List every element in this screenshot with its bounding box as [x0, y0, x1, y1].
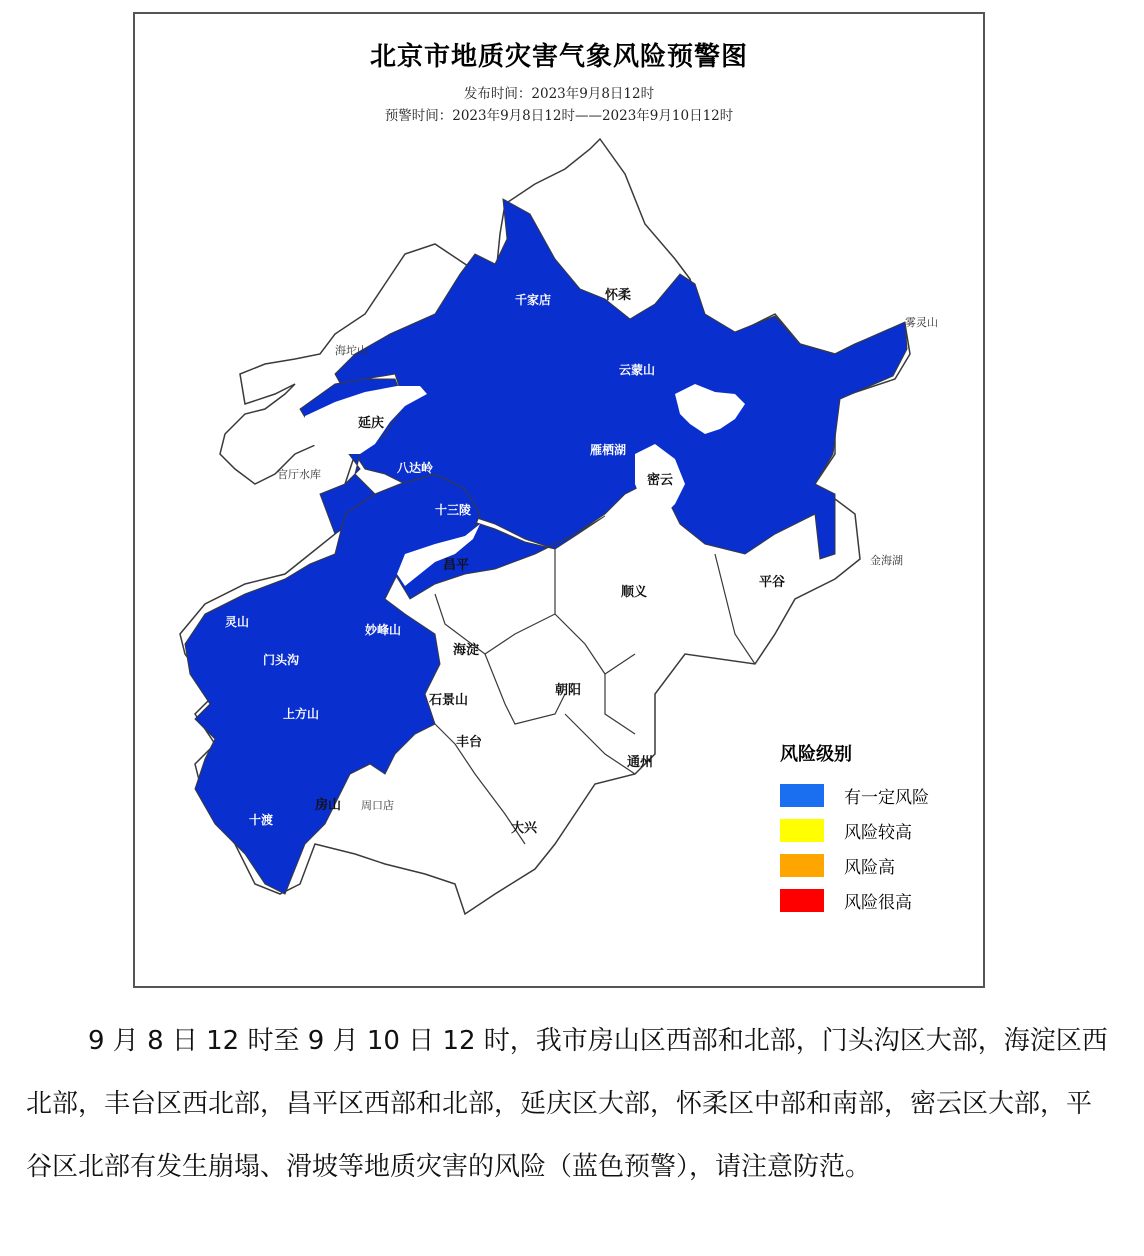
label-yunmengshan: 云蒙山 [619, 363, 656, 377]
warning-description: 9 月 8 日 12 时至 9 月 10 日 12 时，我市房山区西部和北部，门头沟区大部，海淀区西北部，丰台区西北部，昌平区西部和北部，延庆区大部，怀柔区中部和南部，密云区大部，平谷区北部有发生崩塌、滑坡等地质灾害的风险（蓝色预警），请注意防范。 [26, 1026, 1108, 1182]
label-jinhaihu: 金海湖 [870, 554, 903, 567]
label-chaoyang: 朝阳 [555, 683, 582, 698]
legend-label: 风险高 [844, 858, 895, 878]
label-miaofengshan: 妙峰山 [365, 623, 402, 637]
legend-item [780, 883, 980, 918]
label-haituoshan: 海坨山 [335, 344, 368, 357]
legend-item [780, 848, 980, 883]
warning-map [133, 12, 985, 988]
label-changping: 昌平 [443, 558, 470, 573]
label-miyun: 密云 [647, 473, 674, 488]
legend-item [780, 813, 980, 848]
label-shangfangshan: 上方山 [283, 707, 320, 721]
warning-period: 预警时间：2023年9月8日12时——2023年9月10日12时 [384, 108, 734, 124]
legend-label: 风险很高 [844, 893, 912, 913]
legend-swatch [780, 889, 824, 912]
label-shidu: 十渡 [249, 813, 274, 827]
label-guanting-reservoir: 官厅水库 [277, 468, 321, 481]
legend-swatch [780, 784, 824, 807]
label-badaling: 八达岭 [397, 461, 434, 475]
label-huairou: 怀柔 [605, 288, 632, 303]
label-daxing: 大兴 [511, 821, 538, 836]
label-yanqing: 延庆 [358, 416, 385, 431]
legend-swatch [780, 854, 824, 877]
legend [780, 740, 980, 918]
legend-label: 风险较高 [844, 823, 912, 843]
label-wulingshan: 雾灵山 [905, 316, 938, 329]
label-zhoukoudian: 周口店 [361, 799, 394, 812]
issue-time: 发布时间：2023年9月8日12时 [463, 86, 655, 102]
label-shunyi: 顺义 [621, 585, 648, 600]
label-shijingshan: 石景山 [429, 693, 469, 708]
legend-item [780, 778, 980, 813]
label-qianjiadian: 千家店 [515, 293, 552, 307]
label-pinggu: 平谷 [759, 575, 786, 590]
label-yanqihu: 雁栖湖 [590, 443, 627, 457]
legend-title: 风险级别 [780, 744, 852, 765]
label-shisanling: 十三陵 [435, 503, 472, 517]
legend-label: 有一定风险 [844, 788, 929, 808]
label-mentougou: 门头沟 [263, 653, 300, 667]
legend-swatch [780, 819, 824, 842]
label-haidian: 海淀 [453, 643, 480, 658]
label-tongzhou: 通州 [627, 755, 654, 770]
map-title: 北京市地质灾害气象风险预警图 [369, 42, 748, 72]
label-fangshan: 房山 [315, 798, 342, 813]
label-lingshan: 灵山 [225, 615, 250, 629]
label-fengtai: 丰台 [456, 735, 483, 750]
